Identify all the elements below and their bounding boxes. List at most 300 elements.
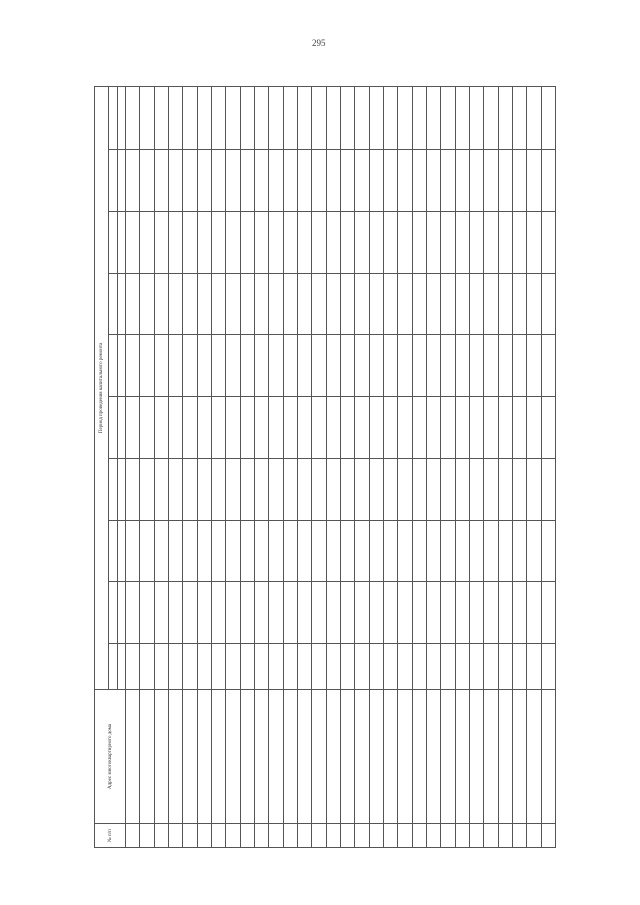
work-codes-cell [355,397,369,459]
address-cell [398,689,412,823]
work-codes-cell [168,520,182,582]
work-codes-cell [469,582,483,644]
work-codes-cell [254,211,268,273]
work-codes-cell [469,211,483,273]
work-codes-cell [412,149,426,211]
work-codes-cell [355,273,369,335]
work-codes-cell [254,397,268,459]
work-codes-cell [541,582,555,644]
work-codes-cell [541,149,555,211]
row-number-cell [383,824,397,848]
work-codes-cell [140,458,154,520]
table-row [412,87,426,848]
address-cell [484,689,498,823]
work-codes-cell [326,644,340,690]
address-cell [340,689,354,823]
row-number-cell [269,824,283,848]
address-cell [240,689,254,823]
work-codes-cell [412,335,426,397]
work-codes-cell [369,458,383,520]
work-codes-cell [168,273,182,335]
work-codes-cell [498,644,512,690]
work-codes-cell [412,211,426,273]
table-row [312,87,326,848]
row-number-cell [398,824,412,848]
work-codes-cell [383,87,397,150]
table-row [326,87,340,848]
work-codes-cell [340,211,354,273]
work-codes-cell [541,273,555,335]
work-codes-cell [297,582,311,644]
work-codes-cell [527,582,541,644]
work-codes-cell [240,211,254,273]
work-codes-cell [426,520,440,582]
work-codes-cell [254,335,268,397]
work-codes-cell [312,211,326,273]
table-row [469,87,483,848]
work-codes-cell [484,273,498,335]
work-codes-cell [168,644,182,690]
work-codes-cell [498,458,512,520]
work-codes-cell [426,335,440,397]
work-codes-cell [383,335,397,397]
work-codes-cell [412,458,426,520]
header-row-1 [95,87,109,848]
work-codes-cell [455,582,469,644]
row-number-cell [441,824,455,848]
address-cell [383,689,397,823]
work-codes-cell [240,644,254,690]
work-codes-cell [369,211,383,273]
table-row [426,87,440,848]
table-row [240,87,254,848]
work-codes-cell [541,211,555,273]
work-codes-cell [398,582,412,644]
table-row [541,87,555,848]
work-codes-cell [498,335,512,397]
work-codes-cell [426,273,440,335]
work-codes-cell [183,149,197,211]
row-number-cell [197,824,211,848]
work-codes-cell [398,458,412,520]
page-number: 295 [312,38,326,48]
work-codes-cell [484,335,498,397]
table-row [383,87,397,848]
work-codes-cell [369,87,383,150]
work-codes-cell [412,397,426,459]
address-cell [498,689,512,823]
work-codes-cell [441,211,455,273]
work-codes-cell [498,149,512,211]
work-codes-cell [197,149,211,211]
work-codes-cell [355,644,369,690]
address-cell [312,689,326,823]
work-codes-cell [469,520,483,582]
work-codes-cell [455,335,469,397]
work-codes-cell [240,458,254,520]
work-codes-cell [383,582,397,644]
work-codes-cell [512,211,526,273]
work-codes-cell [197,458,211,520]
header-address: Адрес многоквартирного дома [95,689,126,823]
work-codes-cell [455,273,469,335]
address-cell [283,689,297,823]
work-codes-cell [455,644,469,690]
work-codes-cell [211,335,225,397]
work-codes-cell [426,397,440,459]
work-codes-cell [197,273,211,335]
work-codes-cell [340,335,354,397]
work-codes-cell [283,582,297,644]
table-row [398,87,412,848]
work-codes-cell [269,582,283,644]
work-codes-cell [398,335,412,397]
work-codes-cell [369,149,383,211]
work-codes-cell [240,335,254,397]
work-codes-cell [426,458,440,520]
table-row [355,87,369,848]
work-codes-cell [426,582,440,644]
work-codes-cell [512,87,526,150]
work-codes-cell [240,397,254,459]
work-codes-cell [140,273,154,335]
repair-schedule-table [94,86,556,848]
work-codes-cell [211,211,225,273]
work-codes-cell [484,397,498,459]
work-codes-cell [484,149,498,211]
work-codes-cell [398,273,412,335]
table-row [340,87,354,848]
work-codes-cell [383,149,397,211]
work-codes-cell [154,520,168,582]
work-codes-cell [312,335,326,397]
work-codes-cell [512,273,526,335]
work-codes-cell [154,87,168,150]
work-codes-cell [412,87,426,150]
work-codes-cell [283,211,297,273]
work-codes-cell [512,582,526,644]
work-codes-cell [312,87,326,150]
work-codes-cell [355,458,369,520]
work-codes-cell [498,582,512,644]
work-codes-cell [512,520,526,582]
work-codes-cell [441,458,455,520]
work-codes-cell [197,644,211,690]
work-codes-cell [269,87,283,150]
work-codes-cell [340,458,354,520]
work-codes-cell [340,273,354,335]
work-codes-cell [484,87,498,150]
work-codes-cell [183,397,197,459]
work-codes-cell [226,582,240,644]
work-codes-cell [441,397,455,459]
work-codes-cell [283,273,297,335]
row-number-cell [140,824,154,848]
address-cell [512,689,526,823]
row-number-cell [154,824,168,848]
work-codes-cell [140,582,154,644]
work-codes-cell [297,397,311,459]
address-cell [211,689,225,823]
work-codes-cell [469,397,483,459]
work-codes-cell [312,644,326,690]
table-row [512,87,526,848]
work-codes-cell [183,458,197,520]
work-codes-cell [168,335,182,397]
work-codes-cell [527,149,541,211]
work-codes-cell [126,149,140,211]
work-codes-cell [383,458,397,520]
work-codes-cell [226,273,240,335]
table-row [183,87,197,848]
work-codes-cell [297,520,311,582]
work-codes-cell [398,520,412,582]
work-codes-cell [369,397,383,459]
work-codes-cell [441,273,455,335]
table-row [197,87,211,848]
work-codes-cell [297,273,311,335]
work-codes-cell [541,397,555,459]
work-codes-cell [283,149,297,211]
work-codes-cell [541,87,555,150]
work-codes-cell [154,335,168,397]
work-codes-cell [527,458,541,520]
work-codes-cell [326,149,340,211]
work-codes-cell [527,87,541,150]
work-codes-cell [441,520,455,582]
work-codes-cell [455,149,469,211]
work-codes-cell [326,335,340,397]
work-codes-cell [455,397,469,459]
work-codes-cell [254,644,268,690]
row-number-cell [512,824,526,848]
address-cell [541,689,555,823]
work-codes-cell [126,211,140,273]
row-number-cell [369,824,383,848]
work-codes-cell [226,149,240,211]
work-codes-cell [498,397,512,459]
work-codes-cell [269,644,283,690]
work-codes-cell [211,644,225,690]
work-codes-cell [527,211,541,273]
work-codes-cell [183,273,197,335]
work-codes-cell [269,397,283,459]
address-cell [254,689,268,823]
address-cell [426,689,440,823]
work-codes-cell [426,211,440,273]
work-codes-cell [154,458,168,520]
work-codes-cell [498,520,512,582]
work-codes-cell [441,87,455,150]
work-codes-cell [154,273,168,335]
work-codes-cell [340,520,354,582]
table-row [369,87,383,848]
work-codes-cell [355,520,369,582]
header-no: № п/п [95,824,126,848]
work-codes-cell [226,397,240,459]
work-codes-cell [126,582,140,644]
work-codes-cell [527,644,541,690]
table-row [269,87,283,848]
work-codes-cell [527,273,541,335]
row-number-cell [226,824,240,848]
work-codes-cell [326,458,340,520]
row-number-cell [240,824,254,848]
work-codes-cell [269,335,283,397]
work-codes-cell [254,520,268,582]
work-codes-cell [226,87,240,150]
address-cell [269,689,283,823]
work-codes-cell [398,211,412,273]
work-codes-cell [512,397,526,459]
work-codes-cell [398,644,412,690]
work-codes-cell [541,520,555,582]
work-codes-cell [240,87,254,150]
table-row [283,87,297,848]
work-codes-cell [383,397,397,459]
work-codes-cell [340,149,354,211]
row-number-cell [326,824,340,848]
work-codes-cell [484,582,498,644]
work-codes-cell [168,397,182,459]
work-codes-cell [312,458,326,520]
work-codes-cell [426,87,440,150]
work-codes-cell [269,520,283,582]
work-codes-cell [326,582,340,644]
table-row [455,87,469,848]
work-codes-cell [297,87,311,150]
work-codes-cell [240,149,254,211]
address-cell [527,689,541,823]
rotated-table-inner [94,86,556,848]
work-codes-cell [183,87,197,150]
work-codes-cell [312,520,326,582]
work-codes-cell [355,87,369,150]
work-codes-cell [140,149,154,211]
work-codes-cell [469,458,483,520]
work-codes-cell [140,520,154,582]
work-codes-cell [211,87,225,150]
work-codes-cell [455,458,469,520]
work-codes-cell [369,335,383,397]
work-codes-cell [226,644,240,690]
work-codes-cell [168,458,182,520]
work-codes-cell [383,273,397,335]
work-codes-cell [269,273,283,335]
row-number-cell [527,824,541,848]
work-codes-cell [254,87,268,150]
work-codes-cell [254,149,268,211]
work-codes-cell [469,273,483,335]
work-codes-cell [340,644,354,690]
work-codes-cell [326,273,340,335]
work-codes-cell [126,520,140,582]
address-cell [126,689,140,823]
work-codes-cell [211,458,225,520]
rotated-table-frame [94,86,556,848]
work-codes-cell [254,458,268,520]
work-codes-cell [512,149,526,211]
work-codes-cell [297,149,311,211]
work-codes-cell [484,458,498,520]
work-codes-cell [355,211,369,273]
work-codes-cell [340,87,354,150]
work-codes-cell [211,397,225,459]
table-body [126,87,556,848]
work-codes-cell [126,273,140,335]
work-codes-cell [469,644,483,690]
work-codes-cell [355,149,369,211]
work-codes-cell [211,273,225,335]
work-codes-cell [211,149,225,211]
work-codes-cell [498,211,512,273]
work-codes-cell [355,582,369,644]
work-codes-cell [168,582,182,644]
work-codes-cell [527,335,541,397]
work-codes-cell [484,211,498,273]
address-cell [326,689,340,823]
work-codes-cell [541,335,555,397]
work-codes-cell [154,582,168,644]
work-codes-cell [455,211,469,273]
work-codes-cell [426,644,440,690]
row-number-cell [254,824,268,848]
work-codes-cell [240,582,254,644]
row-number-cell [484,824,498,848]
work-codes-cell [326,87,340,150]
row-number-cell [126,824,140,848]
work-codes-cell [197,87,211,150]
address-cell [226,689,240,823]
work-codes-cell [441,582,455,644]
work-codes-cell [168,211,182,273]
work-codes-cell [197,211,211,273]
work-codes-cell [326,397,340,459]
row-number-cell [312,824,326,848]
work-codes-cell [398,149,412,211]
work-codes-cell [140,335,154,397]
row-number-cell [183,824,197,848]
work-codes-cell [197,520,211,582]
work-codes-cell [469,87,483,150]
work-codes-cell [140,211,154,273]
work-codes-cell [441,335,455,397]
work-codes-cell [183,582,197,644]
work-codes-cell [140,87,154,150]
work-codes-cell [355,335,369,397]
work-codes-cell [183,520,197,582]
work-codes-cell [126,335,140,397]
work-codes-cell [226,335,240,397]
work-codes-cell [484,644,498,690]
row-number-cell [283,824,297,848]
table-row [140,87,154,848]
table-row [226,87,240,848]
work-codes-cell [283,397,297,459]
work-codes-cell [254,582,268,644]
work-codes-cell [197,335,211,397]
work-codes-cell [541,644,555,690]
row-number-cell [426,824,440,848]
work-codes-cell [211,582,225,644]
work-codes-cell [369,582,383,644]
work-codes-cell [283,520,297,582]
work-codes-cell [140,397,154,459]
work-codes-cell [498,273,512,335]
work-codes-cell [226,211,240,273]
address-cell [154,689,168,823]
work-codes-cell [484,520,498,582]
